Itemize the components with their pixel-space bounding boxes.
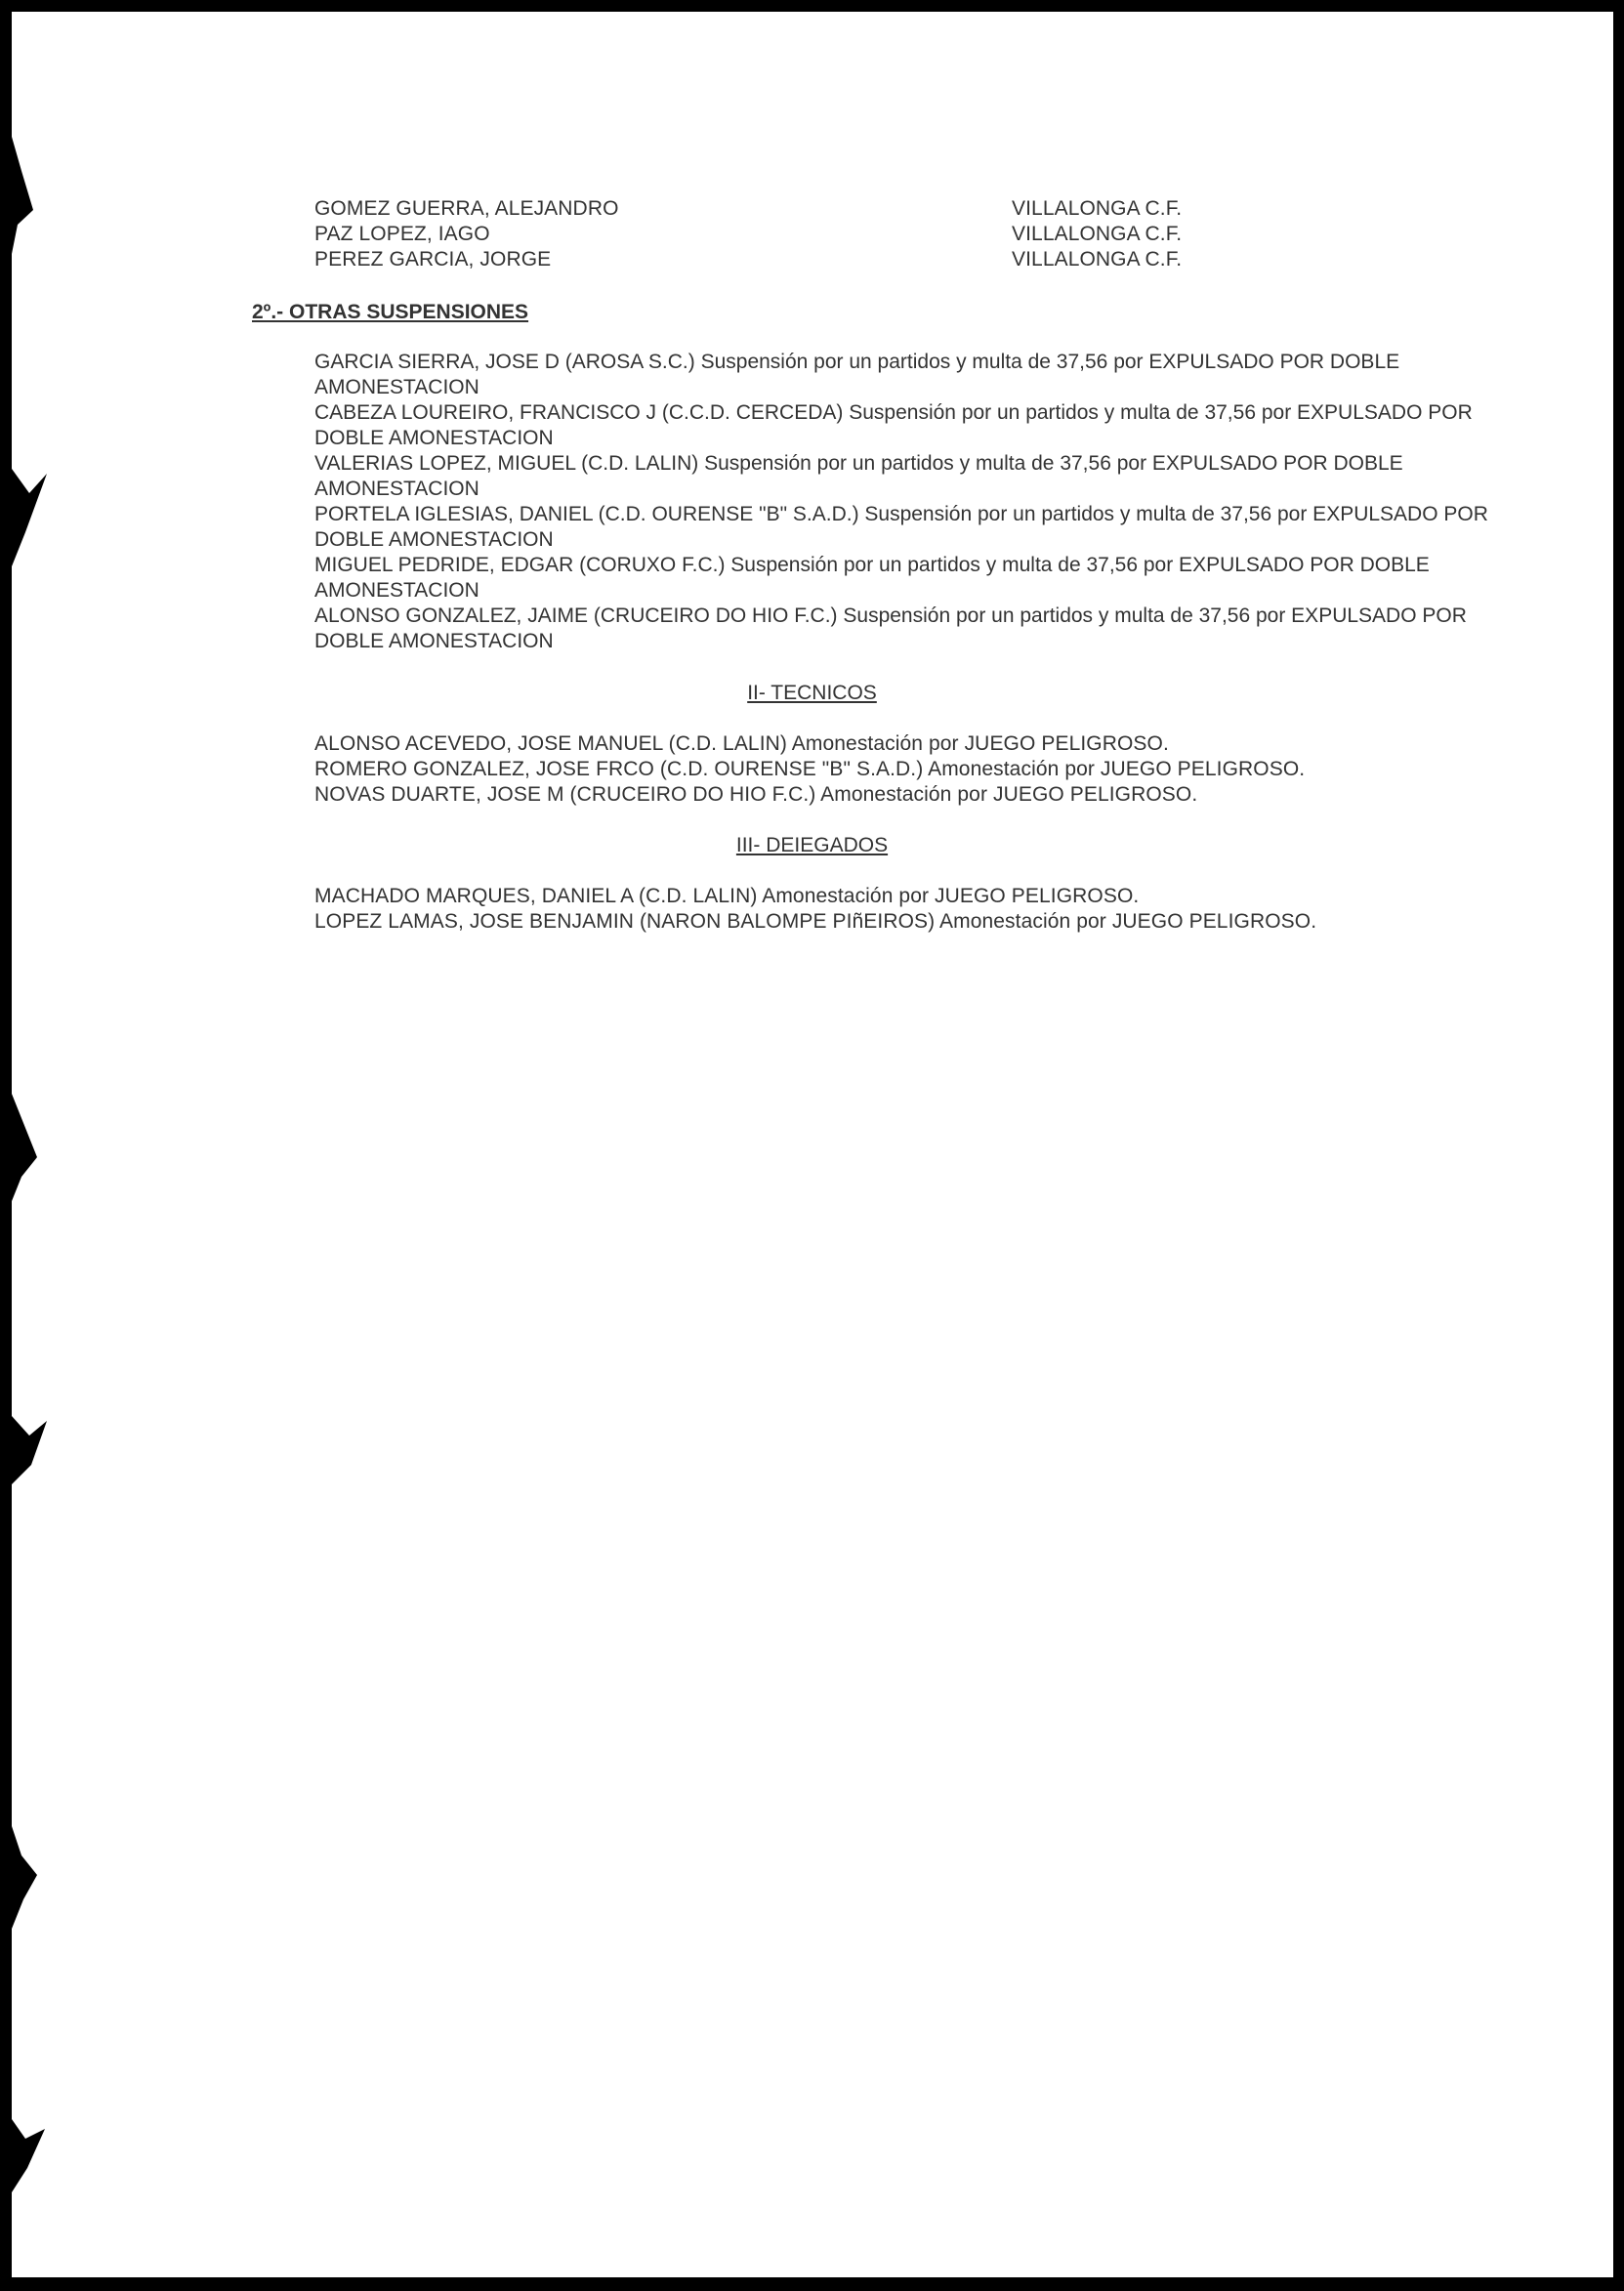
section-heading-tecnicos: II- TECNICOS xyxy=(747,682,877,704)
suspension-entry: PORTELA IGLESIAS, DANIEL (C.D. OURENSE "B" S.A.D.) Suspensión por un partidos y multa de 37,56 por EXPULSADO POR DOBLE AMONESTACION xyxy=(314,503,1488,551)
tecnico-entry: ROMERO GONZALEZ, JOSE FRCO (C.D. OURENSE "B" S.A.D.) Amonestación por JUEGO PELIGROSO. xyxy=(314,758,1306,780)
tecnico-entry: NOVAS DUARTE, JOSE M (CRUCEIRO DO HIO F.C.) Amonestación por JUEGO PELIGROSO. xyxy=(314,783,1198,806)
player-name: PEREZ GARCIA, JORGE xyxy=(314,248,552,271)
player-name: PAZ LOPEZ, IAGO xyxy=(314,223,490,245)
torn-left-edge xyxy=(0,0,59,2291)
section-heading-delegados: III- DEIEGADOS xyxy=(735,834,889,856)
suspension-entry: VALERIAS LOPEZ, MIGUEL (C.D. LALIN) Suspensión por un partidos y multa de 37,56 por EXPULSADO POR DOBLE AMONESTACION xyxy=(314,452,1403,500)
player-club: VILLALONGA C.F. xyxy=(1012,248,1183,271)
player-club: VILLALONGA C.F. xyxy=(1012,223,1183,245)
section-heading-otras-suspensiones: 2º.- OTRAS SUSPENSIONES xyxy=(252,301,529,323)
player-club: VILLALONGA C.F. xyxy=(1012,197,1183,220)
suspension-entry: ALONSO GONZALEZ, JAIME (CRUCEIRO DO HIO F.C.) Suspensión por un partidos y multa de 37,56 por EXPULSADO POR DOBLE AMONESTACION xyxy=(314,604,1467,652)
suspension-entry: CABEZA LOUREIRO, FRANCISCO J (C.C.D. CERCEDA) Suspensión por un partidos y multa de 37,56 por EXPULSADO POR DOBLE AMONESTACION xyxy=(314,401,1473,449)
tecnico-entry: ALONSO ACEVEDO, JOSE MANUEL (C.D. LALIN) Amonestación por JUEGO PELIGROSO. xyxy=(314,732,1169,755)
delegado-entry: LOPEZ LAMAS, JOSE BENJAMIN (NARON BALOMPE PIñEIROS) Amonestación por JUEGO PELIGROSO. xyxy=(314,910,1317,933)
player-name: GOMEZ GUERRA, ALEJANDRO xyxy=(314,197,619,220)
suspension-entry: GARCIA SIERRA, JOSE D (AROSA S.C.) Suspensión por un partidos y multa de 37,56 por EXPULSADO POR DOBLE AMONESTACION xyxy=(314,351,1400,398)
suspension-entry: MIGUEL PEDRIDE, EDGAR (CORUXO F.C.) Suspensión por un partidos y multa de 37,56 por EXPULSADO POR DOBLE AMONESTACION xyxy=(314,554,1430,602)
delegado-entry: MACHADO MARQUES, DANIEL A (C.D. LALIN) Amonestación por JUEGO PELIGROSO. xyxy=(314,885,1140,907)
